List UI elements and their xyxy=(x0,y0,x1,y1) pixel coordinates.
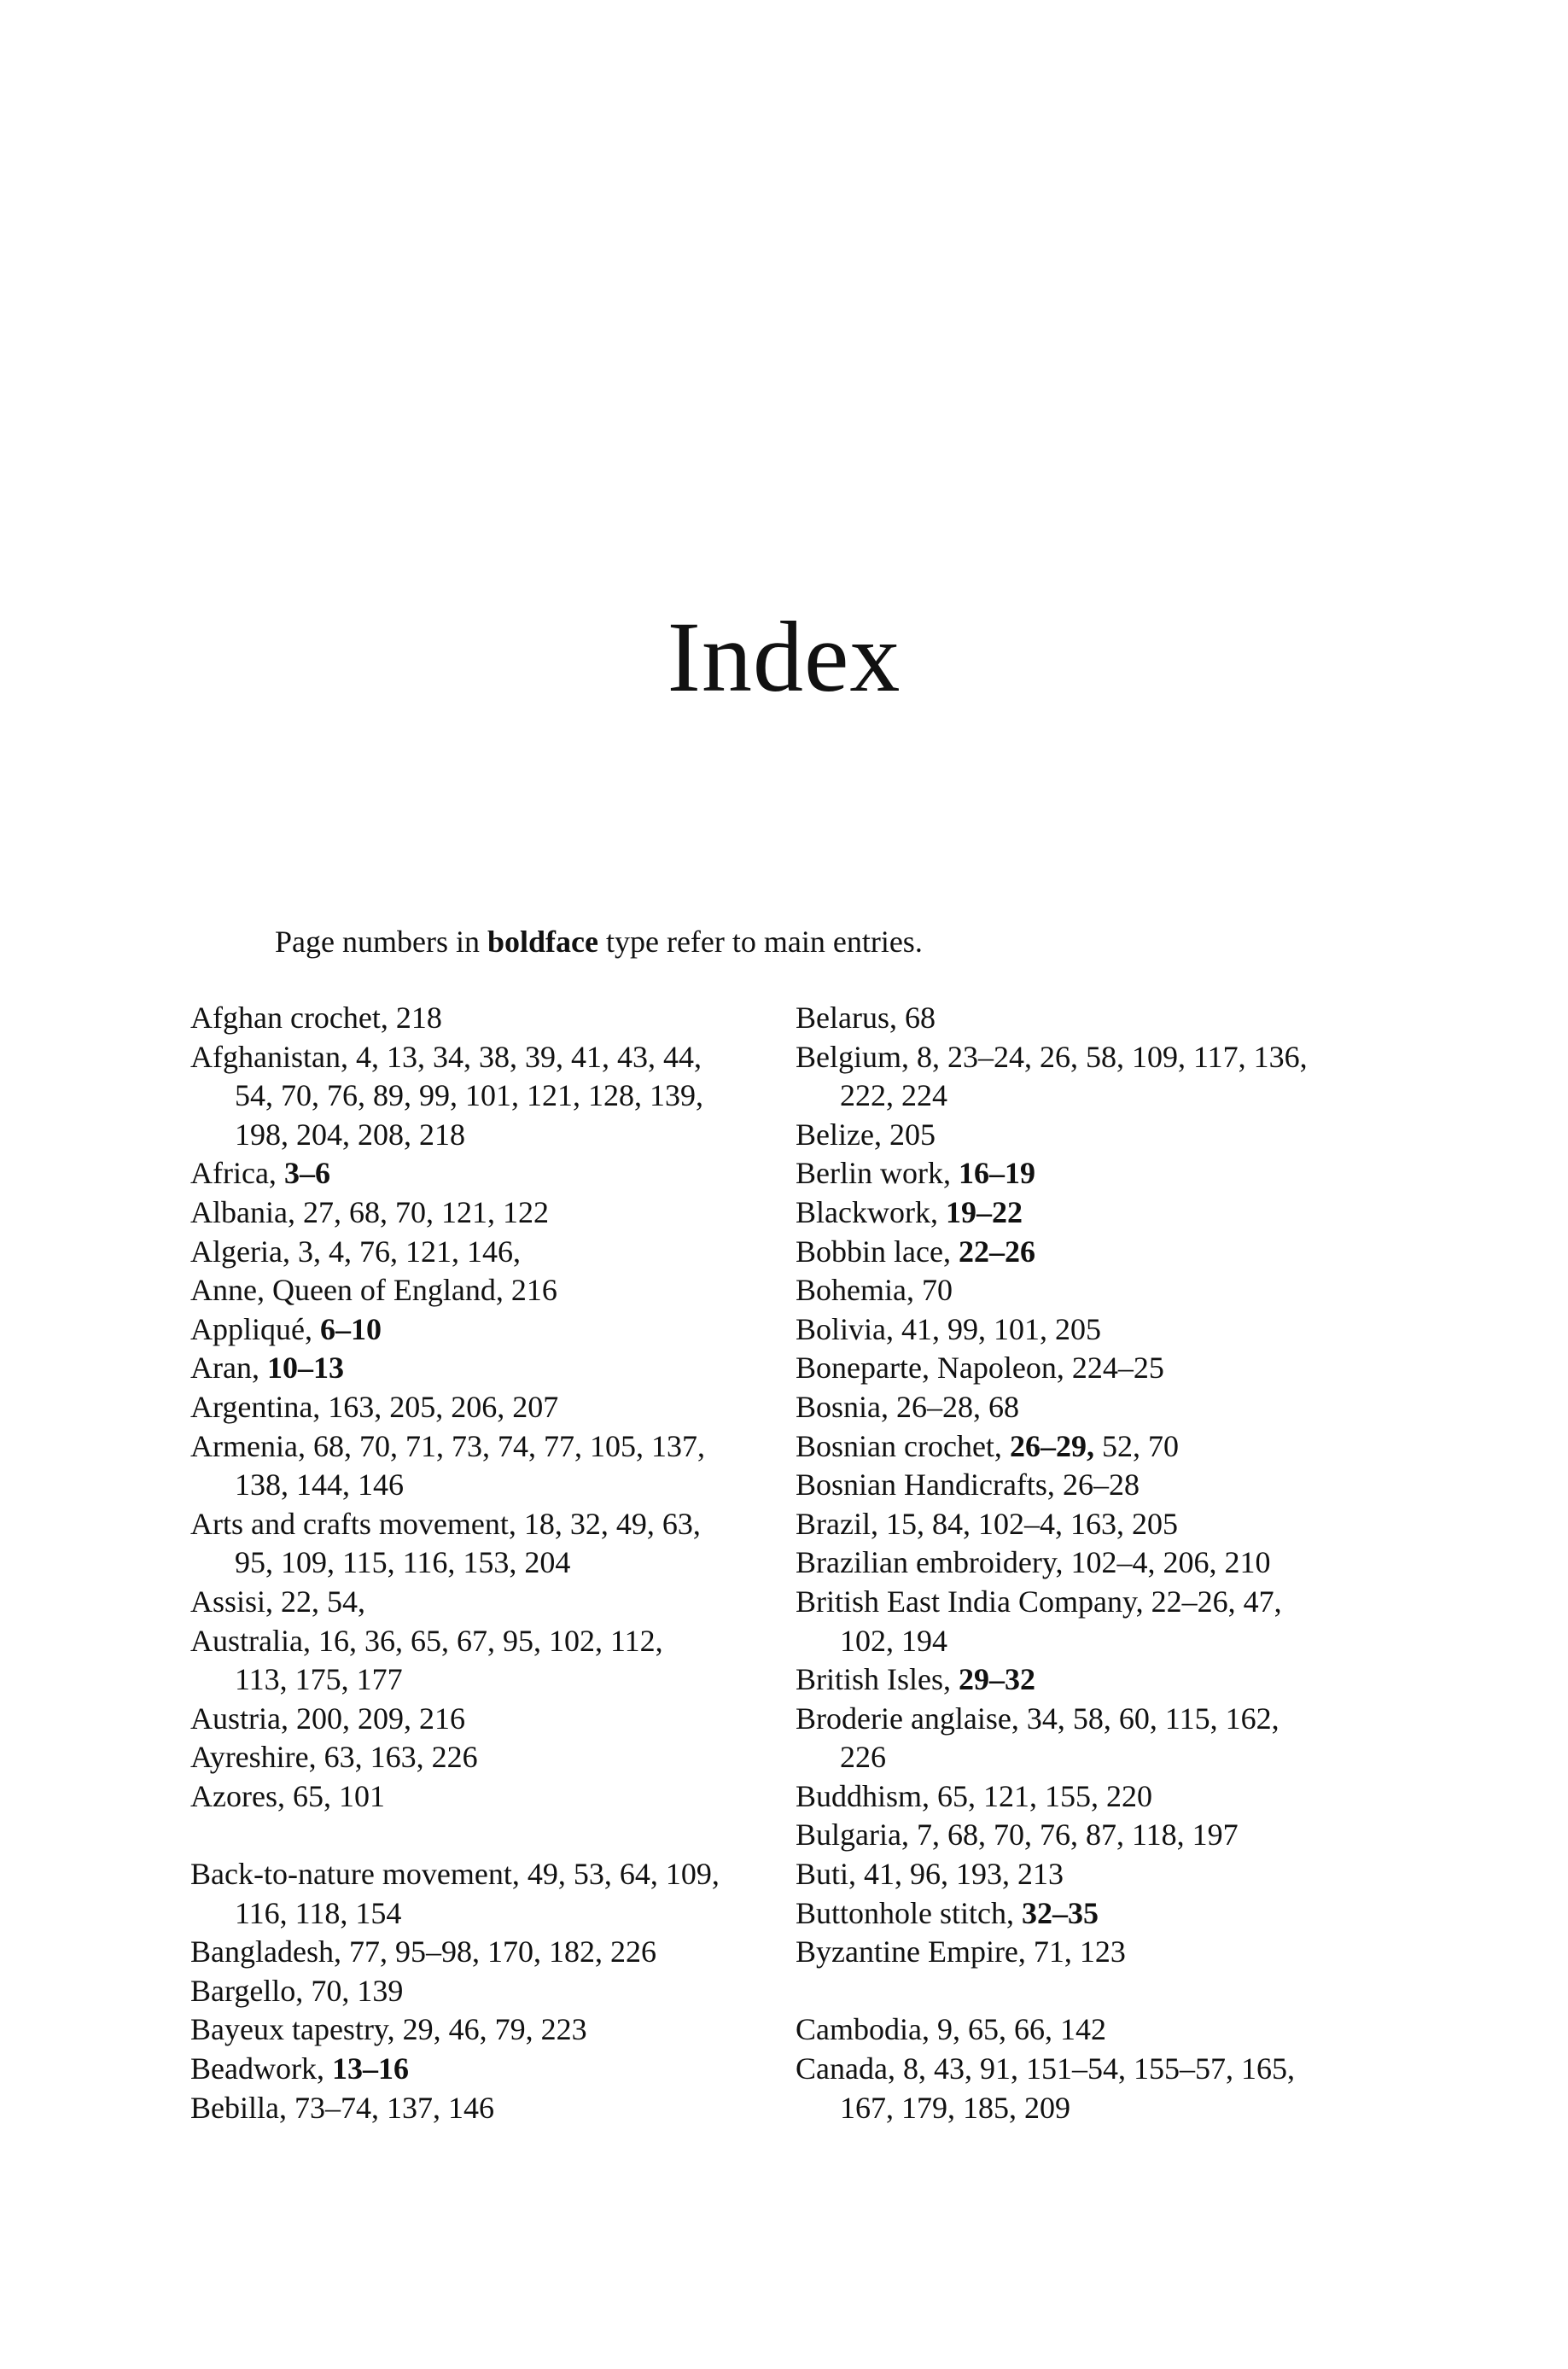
index-entry xyxy=(190,1972,788,2011)
index-entry xyxy=(190,2089,788,2128)
index-term: Afghan crochet, xyxy=(190,1001,388,1035)
index-pages: 65, 121, 155, 220 xyxy=(930,1778,1153,1813)
index-pages: 73–74, 137, 146 xyxy=(286,2090,494,2125)
index-term: Algeria, xyxy=(190,1234,290,1269)
index-pages: 71, 123 xyxy=(1025,1934,1126,1969)
index-pages: 224–25 xyxy=(1064,1351,1164,1386)
index-term: Bolivia, xyxy=(796,1311,894,1346)
index-term: Cambodia, xyxy=(796,2012,930,2047)
index-pages: 216 xyxy=(503,1273,557,1308)
index-pages: 7, 68, 70, 76, 87, 118, 197 xyxy=(908,1818,1239,1853)
main-entry-pages: 10–13 xyxy=(266,1351,344,1386)
index-pages: 52, 70 xyxy=(1093,1428,1179,1463)
index-pages: 15, 84, 102–4, 163, 205 xyxy=(877,1506,1178,1541)
index-pages: 68 xyxy=(896,1001,936,1035)
index-term: Bosnian Handicrafts, xyxy=(796,1467,1055,1503)
index-entry xyxy=(190,1700,788,1739)
index-pages: 54, 70, 76, 89, 99, 101, 121, 128, 139, xyxy=(235,1078,703,1113)
index-entry xyxy=(796,1233,1393,1272)
index-term: Blackwork, xyxy=(796,1194,938,1229)
index-entry xyxy=(190,1505,788,1583)
index-pages: 226 xyxy=(840,1740,886,1775)
index-pages: 200, 209, 216 xyxy=(288,1701,465,1736)
index-term: Brazilian embroidery, xyxy=(796,1545,1064,1580)
index-entry xyxy=(190,1777,788,1817)
note-text: Page numbers in xyxy=(275,925,487,959)
index-pages: 163, 205, 206, 207 xyxy=(320,1389,559,1424)
index-entry xyxy=(796,1583,1393,1660)
index-entry xyxy=(796,1894,1393,1934)
index-pages: 102–4, 206, 210 xyxy=(1063,1545,1271,1580)
index-term: Buti, xyxy=(796,1857,857,1892)
index-entry xyxy=(796,1349,1393,1388)
index-pages: 70, 139 xyxy=(303,1973,404,2008)
index-term: Appliqué, xyxy=(190,1311,312,1346)
index-pages: 138, 144, 146 xyxy=(235,1467,404,1503)
main-entry-pages: 22–26 xyxy=(958,1234,1035,1269)
index-entry xyxy=(190,1271,788,1310)
index-pages: 95, 109, 115, 116, 153, 204 xyxy=(235,1545,571,1580)
index-term: Belarus, xyxy=(796,1001,897,1035)
index-pages: 77, 95–98, 170, 182, 226 xyxy=(341,1934,656,1969)
index-entry xyxy=(796,1310,1393,1350)
index-entry xyxy=(190,1038,788,1155)
index-entry xyxy=(190,1583,788,1622)
index-pages: 18, 32, 49, 63, xyxy=(516,1506,701,1541)
main-entry-pages: 3–6 xyxy=(283,1156,330,1191)
index-pages: 27, 68, 70, 121, 122 xyxy=(294,1194,549,1229)
index-pages: 70 xyxy=(913,1273,953,1308)
index-note xyxy=(275,922,923,961)
index-term: Austria, xyxy=(190,1701,289,1736)
index-term: British East India Company, xyxy=(796,1584,1144,1619)
main-entry-pages: 13–16 xyxy=(331,2051,409,2086)
index-pages: 34, 58, 60, 115, 162, xyxy=(1018,1701,1279,1736)
index-entry xyxy=(190,2010,788,2050)
index-term: Bulgaria, xyxy=(796,1818,909,1853)
index-entry xyxy=(190,1388,788,1427)
index-entry xyxy=(796,1816,1393,1855)
index-term: Bayeux tapestry, xyxy=(190,2012,395,2047)
index-term: Ayreshire, xyxy=(190,1740,317,1775)
index-pages: 65, 101 xyxy=(284,1778,385,1813)
index-pages: 68, 70, 71, 73, 74, 77, 105, 137, xyxy=(305,1428,705,1463)
main-entry-pages: 6–10 xyxy=(319,1311,382,1346)
index-term: Bohemia, xyxy=(796,1273,914,1308)
index-term: Africa, xyxy=(190,1156,277,1191)
index-entry xyxy=(190,1427,788,1505)
index-term: Bosnian crochet, xyxy=(796,1428,1002,1463)
index-term: Back-to-nature movement, xyxy=(190,1857,520,1892)
index-pages: 29, 46, 79, 223 xyxy=(394,2012,587,2047)
index-entry xyxy=(796,1427,1393,1467)
index-column-left xyxy=(190,999,788,2127)
index-entry xyxy=(796,1038,1393,1116)
index-pages: 22–26, 47, xyxy=(1143,1584,1282,1619)
page-title: Index xyxy=(667,601,901,713)
index-column-right xyxy=(796,999,1393,2127)
index-pages: 26–28, 68 xyxy=(889,1389,1020,1424)
index-term: Belize, xyxy=(796,1117,882,1152)
index-term: Bargello, xyxy=(190,1973,304,2008)
index-term: Bobbin lace, xyxy=(796,1234,951,1269)
index-term: Belgium, xyxy=(796,1039,909,1074)
index-term: Bebilla, xyxy=(190,2090,287,2125)
index-pages: 113, 175, 177 xyxy=(235,1662,403,1697)
index-term: Broderie anglaise, xyxy=(796,1701,1019,1736)
index-pages: 222, 224 xyxy=(840,1078,947,1113)
main-entry-pages: 29–32 xyxy=(959,1662,1036,1697)
index-entry xyxy=(796,1505,1393,1544)
main-entry-pages: 32–35 xyxy=(1022,1895,1099,1930)
index-entry xyxy=(796,999,1393,1038)
index-pages: 8, 23–24, 26, 58, 109, 117, 136, xyxy=(909,1039,1308,1074)
index-pages: 63, 163, 226 xyxy=(316,1740,478,1775)
index-pages: 41, 99, 101, 205 xyxy=(894,1311,1101,1346)
index-pages: 167, 179, 185, 209 xyxy=(840,2090,1070,2125)
index-entry xyxy=(796,1660,1393,1700)
section-gap xyxy=(190,1816,788,1855)
index-term: Armenia, xyxy=(190,1428,306,1463)
index-entry xyxy=(796,1271,1393,1310)
index-entry xyxy=(190,1193,788,1233)
main-entry-pages: 26–29, xyxy=(1009,1428,1094,1463)
index-pages: 22, 54, xyxy=(273,1584,366,1619)
index-pages: 218 xyxy=(388,1001,442,1035)
index-pages: 49, 53, 64, 109, xyxy=(519,1857,720,1892)
index-entry xyxy=(190,1349,788,1388)
index-entry xyxy=(796,2050,1393,2127)
index-entry xyxy=(796,2010,1393,2050)
index-term: Albania, xyxy=(190,1194,295,1229)
index-term: Buttonhole stitch, xyxy=(796,1895,1014,1930)
index-term: Canada, xyxy=(796,2051,895,2086)
index-entry xyxy=(190,1154,788,1193)
index-entry xyxy=(796,1543,1393,1583)
note-bold-text: boldface xyxy=(487,925,598,959)
index-pages: 41, 96, 193, 213 xyxy=(856,1857,1064,1892)
index-term: Brazil, xyxy=(796,1506,878,1541)
index-entry xyxy=(190,1310,788,1350)
index-term: Aran, xyxy=(190,1351,259,1386)
index-entry xyxy=(190,2050,788,2089)
index-pages: 205 xyxy=(881,1117,936,1152)
index-entry xyxy=(796,1388,1393,1427)
index-term: Arts and crafts movement, xyxy=(190,1506,516,1541)
index-term: Australia, xyxy=(190,1623,311,1658)
index-pages: 102, 194 xyxy=(840,1623,947,1658)
index-pages: 116, 118, 154 xyxy=(235,1895,402,1930)
index-term: Bosnia, xyxy=(796,1389,889,1424)
index-term: Boneparte, Napoleon, xyxy=(796,1351,1064,1386)
index-entry xyxy=(190,1933,788,1972)
index-pages: 26–28 xyxy=(1054,1467,1140,1503)
index-entry xyxy=(796,1777,1393,1817)
index-term: Berlin work, xyxy=(796,1156,951,1191)
index-entry xyxy=(796,1933,1393,1972)
index-entry xyxy=(796,1193,1393,1233)
index-entry xyxy=(190,1738,788,1777)
index-entry xyxy=(796,1700,1393,1777)
index-entry xyxy=(796,1855,1393,1894)
main-entry-pages: 19–22 xyxy=(945,1194,1023,1229)
index-term: Bangladesh, xyxy=(190,1934,341,1969)
index-term: Assisi, xyxy=(190,1584,274,1619)
note-text-end: type refer to main entries. xyxy=(597,925,923,959)
index-entry xyxy=(190,1855,788,1933)
index-term: British Isles, xyxy=(796,1662,952,1697)
index-entry xyxy=(190,1622,788,1700)
index-entry xyxy=(796,1154,1393,1193)
index-pages: 8, 43, 91, 151–54, 155–57, 165, xyxy=(895,2051,1295,2086)
index-term: Argentina, xyxy=(190,1389,321,1424)
index-term: Buddhism, xyxy=(796,1778,930,1813)
index-term: Beadwork, xyxy=(190,2051,324,2086)
index-entry xyxy=(190,1233,788,1272)
index-pages: 4, 13, 34, 38, 39, 41, 43, 44, xyxy=(347,1039,702,1074)
main-entry-pages: 16–19 xyxy=(958,1156,1035,1191)
index-term: Azores, xyxy=(190,1778,285,1813)
section-gap xyxy=(796,1972,1393,2011)
index-term: Anne, Queen of England, xyxy=(190,1273,504,1308)
index-pages: 16, 36, 65, 67, 95, 102, 112, xyxy=(310,1623,663,1658)
index-term: Afghanistan, xyxy=(190,1039,348,1074)
index-entry xyxy=(796,1116,1393,1155)
index-pages: 3, 4, 76, 121, 146, xyxy=(289,1234,521,1269)
index-pages: 198, 204, 208, 218 xyxy=(235,1117,465,1152)
index-entry xyxy=(796,1466,1393,1505)
index-entry xyxy=(190,999,788,1038)
index-pages: 9, 65, 66, 142 xyxy=(929,2012,1106,2047)
index-term: Byzantine Empire, xyxy=(796,1934,1026,1969)
